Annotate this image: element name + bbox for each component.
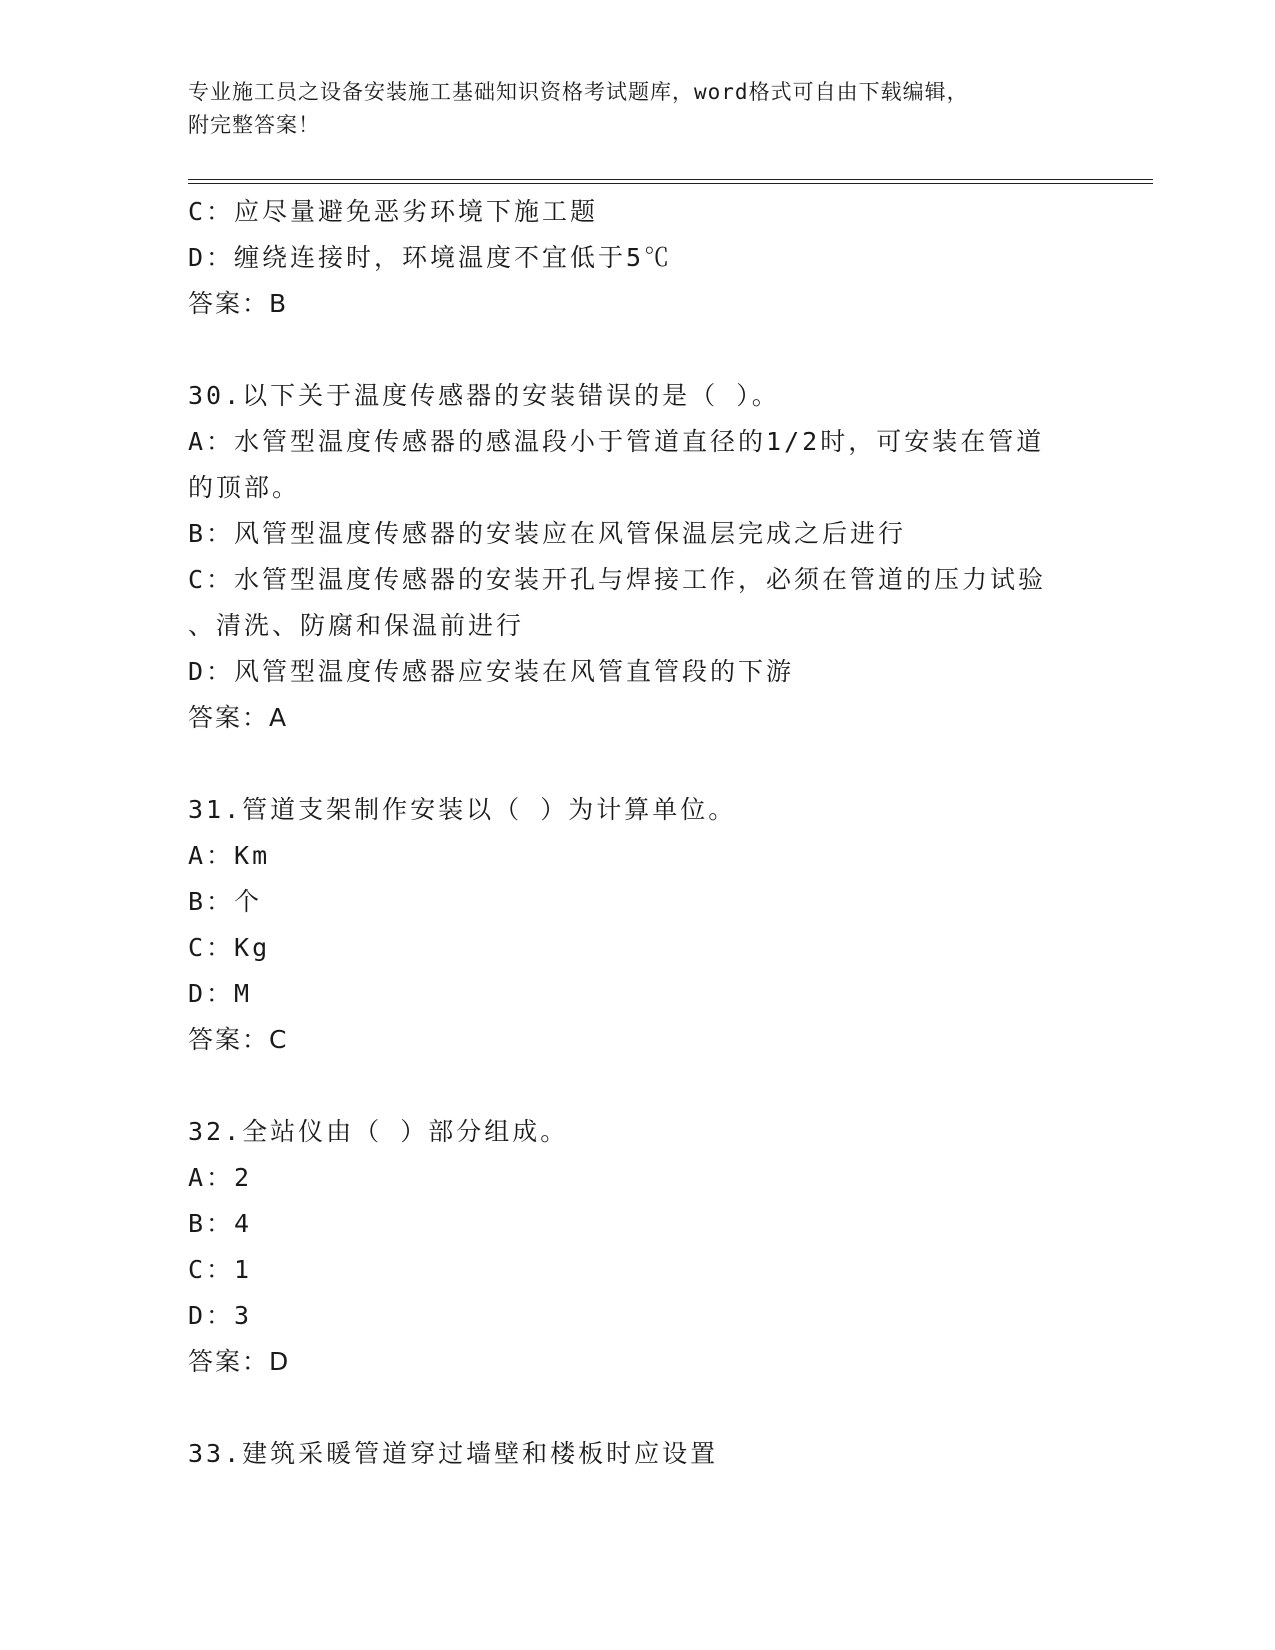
question-list bbox=[188, 189, 1088, 1477]
answer-line: 答案：B bbox=[188, 289, 289, 318]
option-b: B：个 bbox=[188, 887, 263, 916]
option-c: C：Kg bbox=[188, 933, 271, 962]
question-33 bbox=[188, 1431, 1088, 1477]
question-32 bbox=[188, 1109, 1088, 1385]
option-a: A：2 bbox=[188, 1163, 253, 1192]
question-stem: 30.以下关于温度传感器的安装错误的是（ ）。 bbox=[188, 381, 780, 410]
question-stem: 31.管道支架制作安装以（ ）为计算单位。 bbox=[188, 795, 737, 824]
question-31 bbox=[188, 787, 1088, 1063]
option-c-continued: 、清洗、防腐和保温前进行 bbox=[188, 611, 525, 640]
option-a: A：Km bbox=[188, 841, 271, 870]
header-line-1: 专业施工员之设备安装施工基础知识资格考试题库，word格式可自由下载编辑， bbox=[188, 80, 969, 104]
option-d: D：缠绕连接时，环境温度不宜低于5℃ bbox=[188, 243, 673, 272]
option-b: B：4 bbox=[188, 1209, 253, 1238]
option-d: D：M bbox=[188, 979, 253, 1008]
header-line-2: 附完整答案！ bbox=[188, 113, 320, 137]
question-29-tail bbox=[188, 189, 1088, 327]
option-a-continued: 的顶部。 bbox=[188, 473, 301, 502]
question-30 bbox=[188, 373, 1088, 741]
header-divider-top bbox=[188, 179, 1153, 180]
answer-line: 答案：C bbox=[188, 1025, 289, 1054]
document-header bbox=[188, 76, 1088, 142]
option-b: B：风管型温度传感器的安装应在风管保温层完成之后进行 bbox=[188, 519, 907, 548]
option-c: C：1 bbox=[188, 1255, 253, 1284]
option-d: D：3 bbox=[188, 1301, 253, 1330]
spacer bbox=[188, 327, 1088, 373]
answer-line: 答案：D bbox=[188, 1347, 291, 1376]
spacer bbox=[188, 1063, 1088, 1109]
option-c: C：应尽量避免恶劣环境下施工题 bbox=[188, 197, 599, 226]
spacer bbox=[188, 1385, 1088, 1431]
answer-line: 答案：A bbox=[188, 703, 289, 732]
spacer bbox=[188, 741, 1088, 787]
option-a: A：水管型温度传感器的感温段小于管道直径的1/2时，可安装在管道 bbox=[188, 427, 1045, 456]
question-stem: 32.全站仪由（ ）部分组成。 bbox=[188, 1117, 569, 1146]
option-d: D：风管型温度传感器应安装在风管直管段的下游 bbox=[188, 657, 795, 686]
option-c: C：水管型温度传感器的安装开孔与焊接工作，必须在管道的压力试验 bbox=[188, 565, 1047, 594]
question-stem: 33.建筑采暖管道穿过墙壁和楼板时应设置 bbox=[188, 1439, 719, 1468]
header-divider-bottom bbox=[188, 183, 1153, 184]
